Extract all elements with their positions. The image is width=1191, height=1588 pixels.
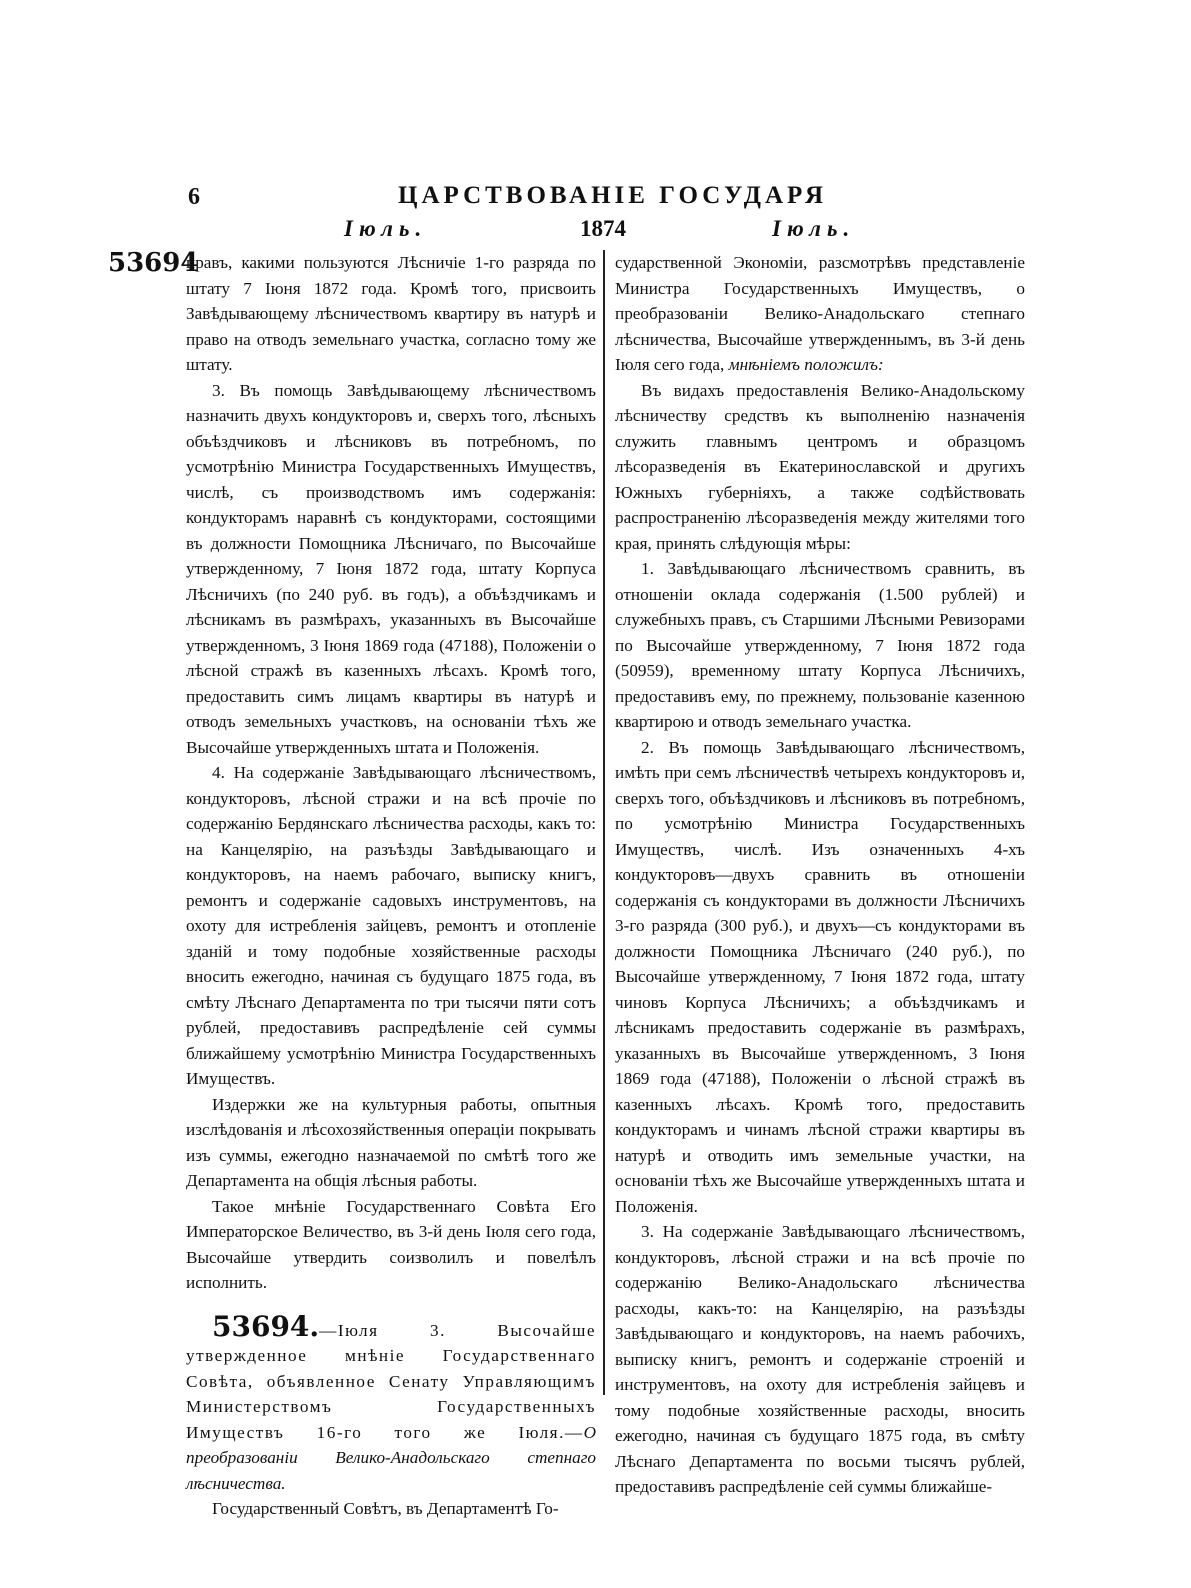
intro-text: сударственной Экономіи, разсмотрѣвъ представленіе Министра Государственныхъ Имуществъ, о преобразованіи Велико-Анадольскаго степнаго лѣсничества, Высочайше утвержденнымъ, въ 3-й день Іюля сего года, — [615, 253, 1025, 374]
right-column — [615, 250, 1025, 1500]
paragraph: 1. Завѣдывающаго лѣсничествомъ сравнить, въ отношеніи оклада содержанія (1.500 рублей) и служебныхъ правъ, съ Старшими Лѣсными Ревизорами по Высочайше утвержденному, 7 Іюня 1872 года (50959), временному штату Корпуса Лѣсничихъ, предоставивъ ему, по прежнему, пользованіе казенною квартирою и отводъ земельнаго участка. — [615, 559, 1025, 731]
running-title: ЦАРСТВОВАНІЕ ГОСУДАРЯ — [398, 182, 828, 209]
paragraph: 2. Въ помощь Завѣдывающаго лѣсничествомъ, имѣть при семъ лѣсничествѣ четырехъ кондукторовъ и, сверхъ того, объѣздчиковъ и лѣсниковъ въ потребномъ, по усмотрѣнію Министра Государственныхъ Имуществъ, числѣ. Изъ означенныхъ 4-хъ кондукторовъ—двухъ сравнить въ отношеніи содержанія съ кондукторами въ должности Лѣсничихъ 3-го разряда (300 руб.), и двухъ—съ кондукторами въ должности Помощника Лѣсничаго (240 руб.), по Высочайше утвержденному, 7 Іюня 1872 года, штату чиновъ Корпуса Лѣсничихъ; а объѣздчикамъ и лѣсникамъ предоставить содержаніе въ размѣрахъ, указанныхъ въ Высочайше утвержденномъ, 3 Іюня 1869 года (47188), Положеніи о лѣсной стражѣ въ казенныхъ лѣсахъ. Кромѣ того, предоставить кондукторамъ и чинамъ лѣсной стражи квартиры въ натурѣ и отводить имъ земельные участки, на основаніи тѣхъ же Высочайше утвержденныхъ штата и Положенія. — [615, 737, 1025, 1216]
page-number: 6 — [188, 184, 200, 210]
decree-heading-text: —Іюля 3. Высочайше утвержденное мнѣніе Государственнаго Совѣта, объявленное Сенату Управляющимъ Министерствомъ Государственныхъ Имуществъ 16-го того же Іюля.— — [186, 1320, 596, 1442]
paragraph — [615, 250, 1025, 378]
month-right: Іюль. — [772, 216, 856, 241]
decree-heading — [186, 1309, 596, 1497]
paragraph: Въ видахъ предоставленія Велико-Анадольскому лѣсничеству средствъ къ выполненію назначенія служить главнымъ центромъ и образцомъ лѣсоразведенія въ Екатеринославской и другихъ Южныхъ губерніяхъ, а также содѣйствовать распространенію лѣсоразведенія между жителями того края, принять слѣдующія мѣры: — [615, 380, 1025, 553]
year: 1874 — [580, 216, 626, 241]
month-left: Іюль. — [344, 216, 428, 241]
decree-title: О преобразованіи Велико-Анадольскаго степнаго лѣсничества. — [186, 1422, 596, 1493]
paragraph: Такое мнѣніе Государственнаго Совѣта Его Императорское Величество, въ 3-й день Іюля сего года, Высочайше утвердить соизволилъ и повелѣлъ исполнить. — [186, 1196, 596, 1292]
paragraph: 3. На содержаніе Завѣдывающаго лѣсничествомъ, кондукторовъ, лѣсной стражи и на всѣ прочіе по содержанію Велико-Анадольскаго лѣсничества расходы, какъ-то: на Канцелярію, на разъѣзды Завѣдывающаго и кондукторовъ, на наемъ рабочихъ, выписку книгъ, ремонтъ и содержаніе строеній и инструментовъ, на охоту для истребленія зайцевъ и тому подобные хозяйственные расходы, вносить ежегодно, начиная съ будущаго 1875 года, въ смѣту Лѣснаго Департамента по восьми тысячъ рублей, предоставивъ распредѣленіе сей суммы ближайше- — [615, 1222, 1025, 1496]
intro-italic: мнѣніемъ положилъ: — [728, 355, 884, 374]
paragraph: правъ, какими пользуются Лѣсничіе 1-го разряда по штату 7 Іюня 1872 года. Кромѣ того, присвоить Завѣдывающему лѣсничествомъ квартиру въ натурѣ и право на отводъ земельнаго участка, согласно тому же штату. — [186, 253, 596, 374]
margin-decree-number: 53694 — [108, 248, 199, 278]
date-line — [184, 216, 1004, 246]
paragraph: Издержки же на культурныя работы, опытныя изслѣдованія и лѣсохозяйственныя операціи покрывать изъ суммы, ежегодно назначаемой по смѣтѣ того же Департамента на общія лѣсныя работы. — [186, 1094, 596, 1190]
running-header — [184, 178, 1004, 212]
column-divider — [603, 250, 605, 1395]
left-column — [186, 250, 596, 1522]
paragraph: Государственный Совѣтъ, въ Департаментѣ Го- — [212, 1499, 559, 1518]
paragraph: 3. Въ помощь Завѣдывающему лѣсничествомъ назначить двухъ кондукторовъ и, сверхъ того, лѣсныхъ объѣздчиковъ и лѣсниковъ въ потребномъ, по усмотрѣнію Министра Государственныхъ Имуществъ, числѣ, съ производствомъ имъ содержанія: кондукторамъ наравнѣ съ кондукторами, состоящими въ должности Помощника Лѣсничаго, по Высочайше утвержденному, 7 Іюня 1872 года, штату Корпуса Лѣсничихъ (по 240 руб. въ годъ), а объѣздчикамъ и лѣсникамъ въ размѣрахъ, указанныхъ въ Высочайше утвержденномъ, 3 Іюня 1869 года (47188), Положеніи о лѣсной стражѣ въ казенныхъ лѣсахъ. Кромѣ того, предоставить симъ лицамъ квартиры въ натурѣ и отводъ земельныхъ участковъ, на основаніи тѣхъ же Высочайше утвержденныхъ штата и Положенія. — [186, 380, 596, 757]
decree-number: 53694. — [212, 1309, 320, 1343]
paragraph: 4. На содержаніе Завѣдывающаго лѣсничествомъ, кондукторовъ, лѣсной стражи и на всѣ прочіе по содержанію Бердянскаго лѣсничества расходы, какъ то: на Канцелярію, на разъѣзды Завѣдывающаго и кондукторовъ, на наемъ рабочаго, выписку книгъ, ремонтъ и содержаніе садовыхъ инструментовъ, на охоту для истребленія зайцевъ, ремонтъ и отопленіе зданій и тому подобные хозяйственные расходы вносить ежегодно, начиная съ будущаго 1875 года, въ смѣту Лѣснаго Департамента по три тысячи пяти сотъ рублей, предоставивъ распредѣленіе сей суммы ближайшему усмотрѣнію Министра Государственныхъ Имуществъ. — [186, 763, 596, 1088]
